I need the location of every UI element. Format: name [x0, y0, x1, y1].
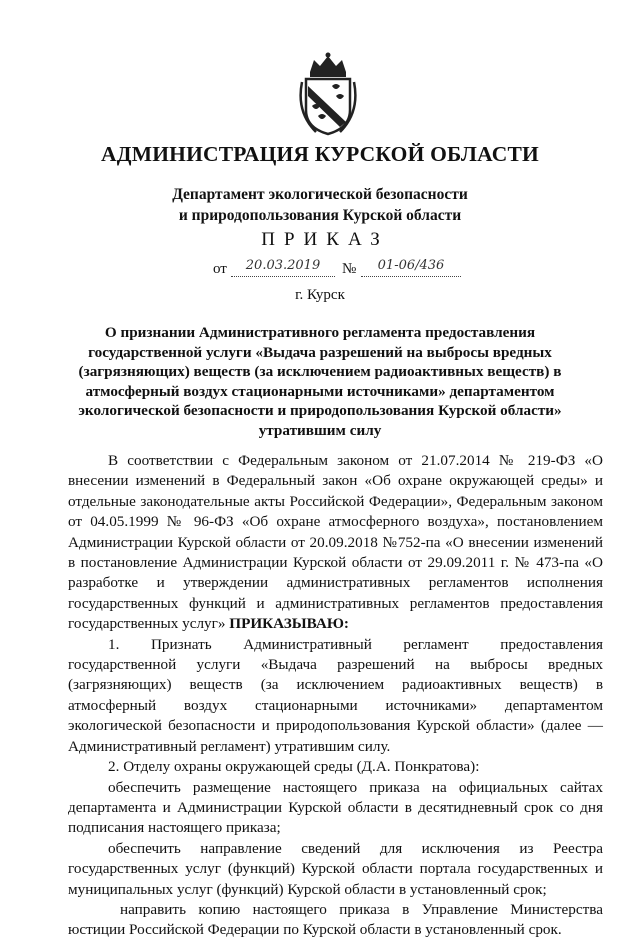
document-heading: О признании Административного регламента предоставления государственной услуги «Выдача разрешений на выбросы вредных (загрязняющих) веществ (за исключением радиоактивных веществ) в атмосферный воздух стационарными источниками» департаментом экологической безопасности и природопользования Курской области» утратившим силу — [78, 324, 562, 439]
document-type: ПРИКАЗ — [261, 229, 389, 250]
number-value: 01-06/436 — [361, 258, 461, 277]
date-prefix: от — [213, 261, 227, 277]
department-name — [0, 184, 640, 226]
item-2-a: обеспечить размещение настоящего приказа на официальных сайтах департамента и Администрации Курской области в десятидневный срок со дня подписания настоящего приказа; — [68, 778, 603, 837]
department-line-1: Департамент экологической безопасности — [172, 186, 468, 203]
document-body — [68, 451, 603, 941]
item-1: 1. Признать Административный регламент предоставления государственной услуги «Выдача разрешений на выбросы вредных (загрязняющих) веществ (за исключением радиоактивных веществ) в атмосферный воздух стационарными источниками» департаментом экологической безопасности и природопользования Курской области» (далее — Административный регламент) утратившим силу. — [68, 635, 603, 755]
kursk-coat-of-arms-icon — [296, 52, 360, 136]
order-word: ПРИКАЗЫВАЮ: — [229, 615, 349, 633]
date-value: 20.03.2019 — [231, 258, 335, 277]
item-2: 2. Отделу охраны окружающей среды (Д.А. Понкратова): — [108, 758, 480, 776]
organization-title: АДМИНИСТРАЦИЯ КУРСКОЙ ОБЛАСТИ — [101, 142, 539, 166]
item-2-c: направить копию настоящего приказа в Управление Министерства юстиции Российской Федерации по Курской области в установленный срок. — [68, 900, 603, 939]
number-prefix: № — [342, 261, 357, 277]
item-2-b: обеспечить направление сведений для исключения из Реестра государственных услуг (функций) Курской области портала государственных и муниципальных услуг (функций) Курской области в установленный срок; — [68, 839, 603, 898]
department-line-2: и природопользования Курской области — [178, 207, 462, 224]
date-number-line — [213, 258, 493, 280]
preamble-text: В соответствии с Федеральным законом от 21.07.2014 № 219-ФЗ «О внесении изменений в Федеральный закон «Об охране окружающей среды» и отдельные законодательные акты Российской Федерации», Федеральным законом от 04.05.1999 № 96-ФЗ «Об охране атмосферного воздуха», постановлением Администрации Курской области от 20.09.2018 №752-па «О внесении изменений в постановление Администрации Курской области от 29.09.2011 г. № 473-па «О разработке и утверждении административных регламентов исполнения государственных функций и административных регламентов предоставления государственных услуг» — [68, 452, 603, 633]
city: г. Курск — [295, 287, 345, 303]
preamble-paragraph — [68, 451, 603, 635]
